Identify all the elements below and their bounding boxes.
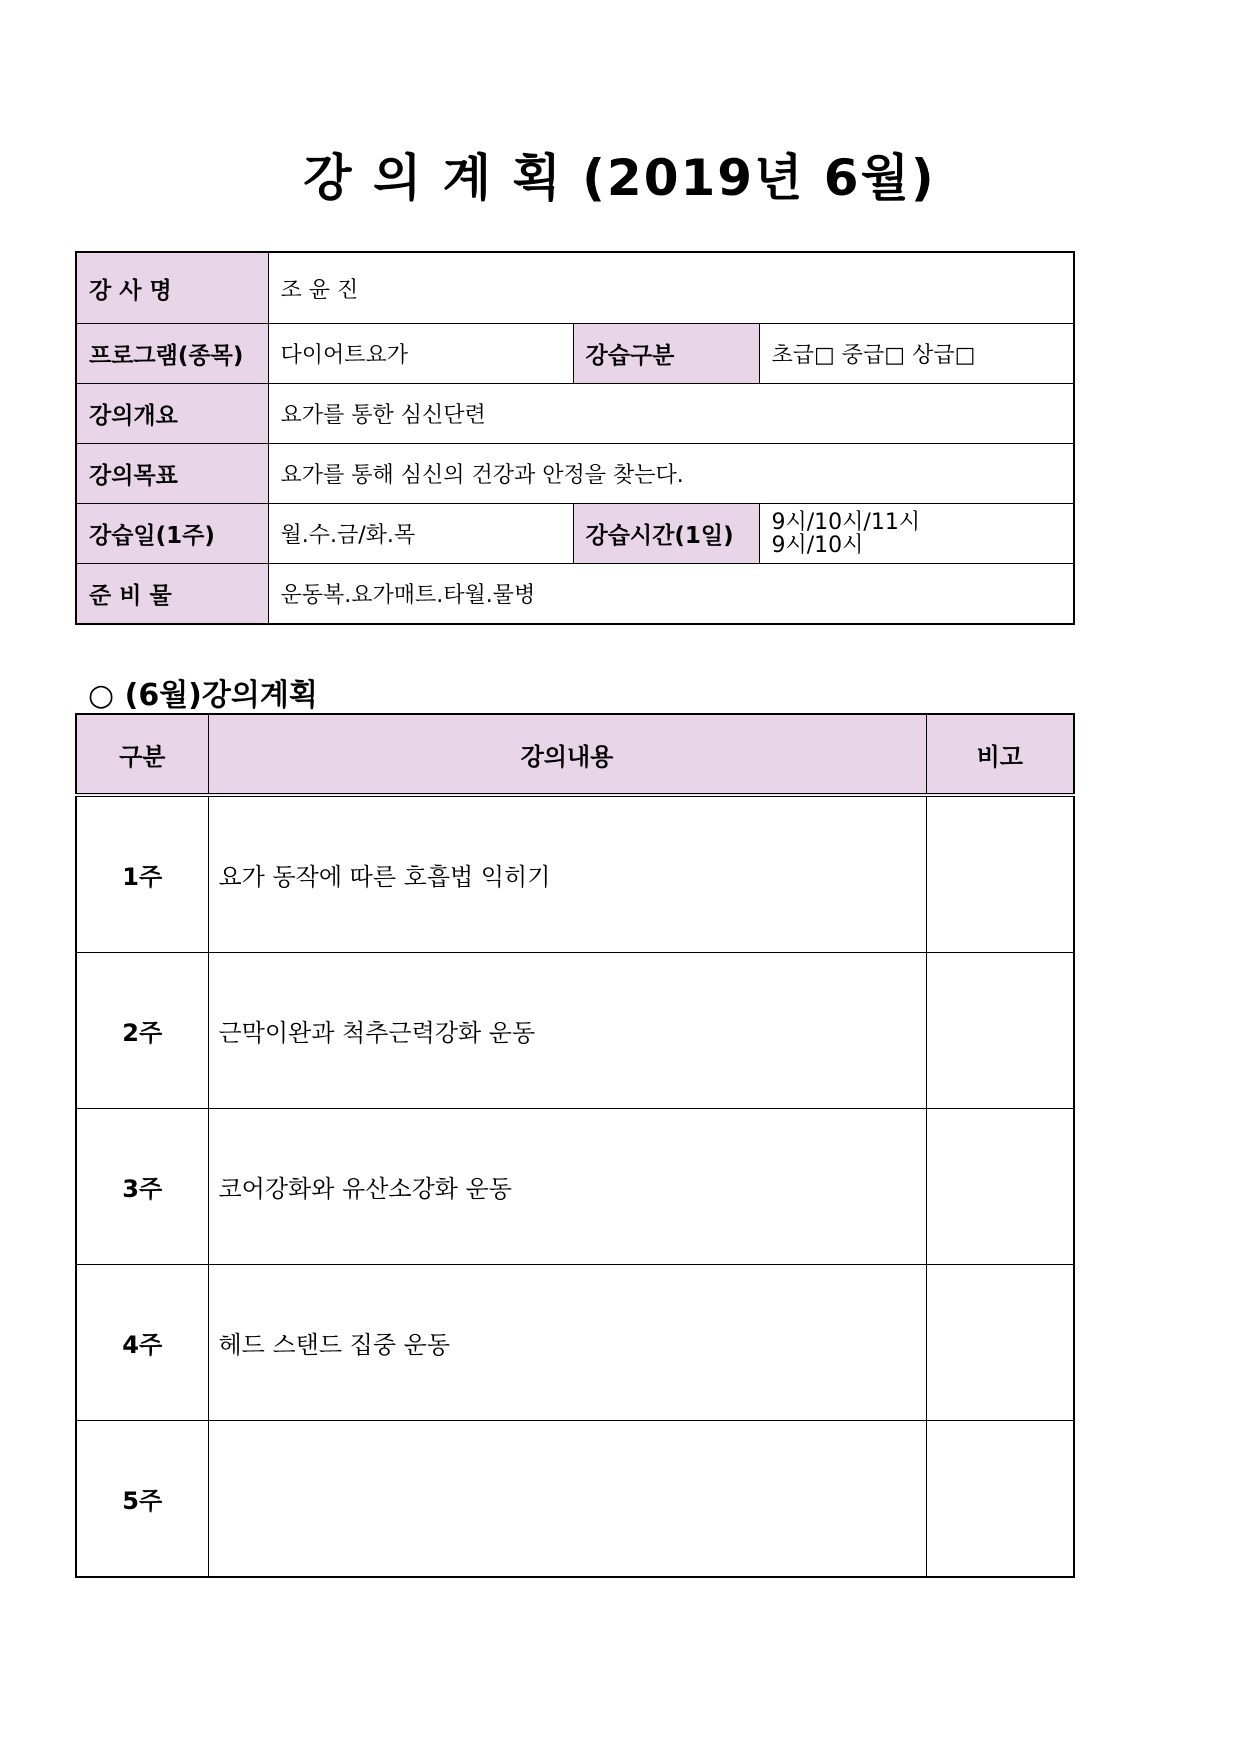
overview-label: 강의개요 (76, 384, 268, 444)
content-header: 강의내용 (208, 714, 926, 795)
content-cell: 헤드 스탠드 집중 운동 (208, 1265, 926, 1421)
note-cell (926, 1109, 1074, 1265)
week-cell: 5주 (76, 1421, 208, 1578)
level-value: 초급□ 중급□ 상급□ (759, 324, 1074, 384)
note-cell (926, 795, 1074, 953)
instructor-value: 조 윤 진 (268, 252, 1074, 324)
goal-row (76, 444, 1074, 504)
course-info-table (75, 251, 1075, 625)
instructor-row (76, 252, 1074, 324)
note-cell (926, 1421, 1074, 1578)
section-heading: ○ (6월)강의계획 (88, 678, 318, 713)
week-cell: 1주 (76, 795, 208, 953)
goal-value: 요가를 통해 심신의 건강과 안정을 찾는다. (268, 444, 1074, 504)
time-value (759, 504, 1074, 564)
overview-value: 요가를 통한 심신단련 (268, 384, 1074, 444)
table-row (76, 1421, 1074, 1578)
note-cell (926, 1265, 1074, 1421)
content-cell: 요가 동작에 따른 호흡법 익히기 (208, 795, 926, 953)
lecture-plan-table (75, 713, 1075, 1578)
goal-label: 강의목표 (76, 444, 268, 504)
schedule-row (76, 504, 1074, 564)
program-value: 다이어트요가 (268, 324, 573, 384)
content-cell (208, 1421, 926, 1578)
week-cell: 3주 (76, 1109, 208, 1265)
supplies-row (76, 564, 1074, 625)
content-cell: 근막이완과 척추근력강화 운동 (208, 953, 926, 1109)
table-row (76, 795, 1074, 953)
week-header: 구분 (76, 714, 208, 795)
page-title: 강 의 계 획 (2019년 6월) (303, 149, 936, 207)
program-row (76, 324, 1074, 384)
level-label: 강습구분 (573, 324, 759, 384)
supplies-label: 준 비 물 (76, 564, 268, 625)
time-line-1: 9시/10시/11시 (771, 509, 921, 535)
week-cell: 4주 (76, 1265, 208, 1421)
note-header: 비고 (926, 714, 1074, 795)
time-label: 강습시간(1일) (573, 504, 759, 564)
table-row (76, 953, 1074, 1109)
supplies-value: 운동복.요가매트.타월.물병 (268, 564, 1074, 625)
table-row (76, 1265, 1074, 1421)
table-row (76, 1109, 1074, 1265)
plan-header-row (76, 714, 1074, 795)
week-cell: 2주 (76, 953, 208, 1109)
note-cell (926, 953, 1074, 1109)
time-line-2: 9시/10시 (771, 532, 864, 558)
overview-row (76, 384, 1074, 444)
program-label: 프로그램(종목) (76, 324, 268, 384)
days-value: 월.수.금/화.목 (268, 504, 573, 564)
days-label: 강습일(1주) (76, 504, 268, 564)
instructor-label: 강 사 명 (76, 252, 268, 324)
content-cell: 코어강화와 유산소강화 운동 (208, 1109, 926, 1265)
